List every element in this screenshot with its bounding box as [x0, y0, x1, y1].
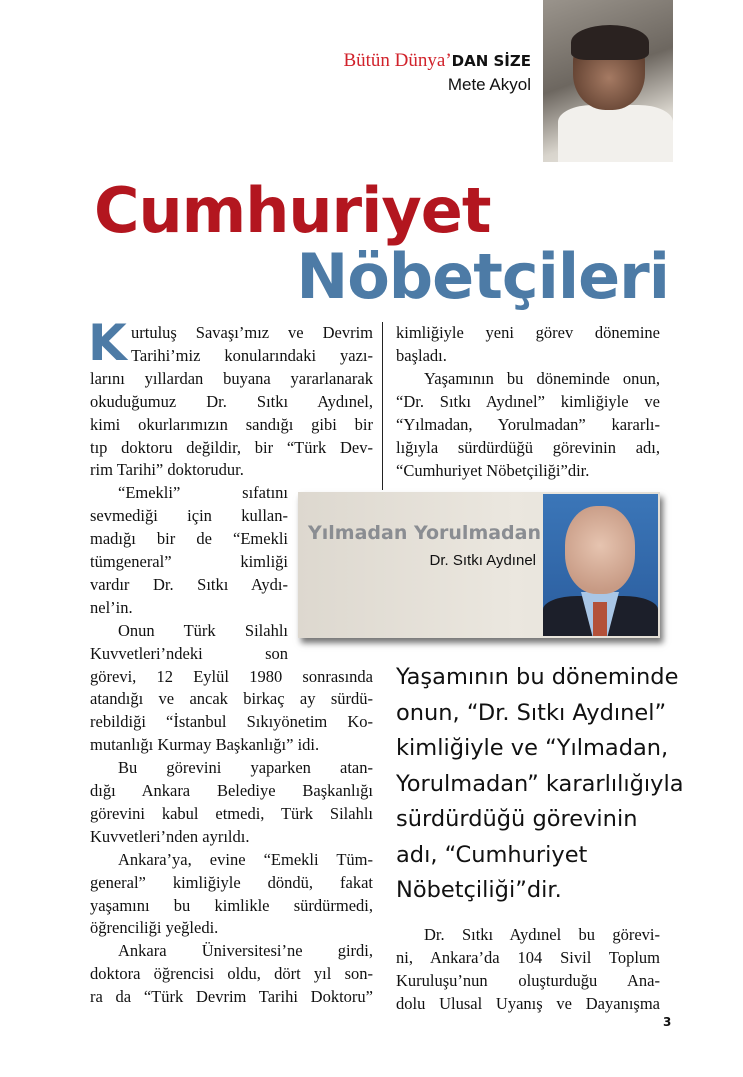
text-line: madığı bir de “Emekli: [90, 529, 288, 549]
text-line: larını yıllardan buyana yararlanarak: [90, 368, 373, 388]
pull-quote-line: adı, “Cumhuriyet: [396, 841, 588, 868]
subject-photo: [543, 494, 658, 636]
text-line: rebildiği “İstanbul Sıkıyönetim Ko-: [90, 712, 373, 732]
text-line: Ankara Üniversitesi’ne girdi,: [118, 941, 373, 961]
text-line: Dr. Sıtkı Aydınel bu görevi-: [424, 925, 660, 944]
text-line: Kuvvetleri’ndeki son: [90, 643, 288, 663]
text-line: “Emekli” sıfatını: [118, 483, 288, 503]
text-line: Onun Türk Silahlı: [118, 620, 288, 640]
title-line-2: Nöbetçileri: [296, 240, 669, 313]
pull-quote-line: kimliğiyle ve “Yılmadan,: [396, 735, 669, 761]
text-line: ra da “Türk Devrim Tarihi Doktoru”: [90, 987, 373, 1007]
text-line: görevini kabul etmedi, Türk Silahlı: [90, 803, 373, 823]
text-line: kimliğiyle yeni görev dönemine: [396, 323, 660, 342]
photo-box-title: Yılmadan Yorulmadan: [308, 522, 542, 544]
text-line: yaşamını bu kimlikle sürdürmedi,: [90, 895, 373, 915]
text-line: öğrenciliği yeğledi.: [90, 918, 219, 938]
text-line: vardır Dr. Sıtkı Aydı-: [90, 574, 288, 594]
text-line: doktora öğrencisi oldu, dört yıl son-: [90, 964, 373, 984]
pull-quote-line: sürdürdüğü görevinin: [396, 806, 638, 832]
column-kicker: [343, 50, 531, 72]
text-line: lığıyla sürdürdüğü görevinin adı,: [396, 438, 660, 457]
text-line: tıp doktoru değildir, bir “Türk Dev-: [90, 437, 373, 457]
text-line: dığı Ankara Belediye Başkanlığı: [90, 781, 373, 800]
text-line: okuduğumuz Dr. Sıtkı Aydınel,: [90, 391, 373, 411]
title-line-1: Cumhuriyet: [94, 174, 491, 247]
text-line: “Yılmadan, Yorulmadan” kararlı-: [396, 415, 660, 434]
text-line: mutanlığı Kurmay Başkanlığı” idi.: [90, 735, 320, 755]
text-line: urtuluş Savaşı’mız ve Devrim: [131, 323, 373, 342]
drop-cap: K: [88, 314, 127, 372]
pull-quote-line: Nöbetçiliği”dir.: [396, 877, 562, 903]
text-line: ni, Ankara’da 104 Sivil Toplum: [396, 947, 660, 967]
kicker-apostrophe: ’: [445, 50, 452, 71]
text-line: başladı.: [396, 346, 447, 365]
text-line: rim Tarihi” doktorudur.: [90, 460, 244, 480]
text-line: Kuruluşu’nun oluşturduğu Ana-: [396, 970, 660, 990]
text-line: general” kimliğiyle döndü, fakat: [90, 872, 373, 892]
text-line: “Dr. Sıtkı Aydınel” kimliğiyle ve: [396, 392, 660, 411]
text-line: nel’in.: [90, 597, 133, 617]
text-line: Ankara’ya, evine “Emekli Tüm-: [118, 849, 373, 869]
pull-quote-line: onun, “Dr. Sıtkı Aydınel”: [396, 699, 667, 726]
text-line: atandığı ve ancak birkaç ay sürdü-: [90, 689, 373, 709]
text-line: görevi, 12 Eylül 1980 sonrasında: [90, 666, 373, 686]
text-line: “Cumhuriyet Nöbetçiliği”dir.: [396, 461, 590, 480]
photo-box: [298, 492, 660, 638]
page-number: 3: [663, 1015, 672, 1029]
text-line: Yaşamının bu döneminde onun,: [424, 369, 660, 388]
text-line: sevmediği için kullan-: [90, 506, 288, 526]
text-line: Bu görevini yaparken atan-: [118, 758, 373, 778]
text-line: dolu Ulusal Uyanış ve Dayanışma: [396, 993, 660, 1013]
kicker-red: Bütün Dünya: [343, 50, 446, 71]
kicker-black: DAN SİZE: [451, 52, 531, 70]
author-photo: [543, 0, 673, 162]
column-divider: [382, 322, 383, 490]
text-line: Kuvvetleri’nden ayrıldı.: [90, 826, 250, 846]
author-name: Mete Akyol: [447, 75, 531, 94]
pull-quote-line: Yorulmadan” kararlılığıyla: [396, 770, 684, 797]
text-line: Tarihi’miz konularındaki yazı-: [131, 345, 373, 365]
photo-box-subtitle: Dr. Sıtkı Aydınel: [429, 552, 536, 569]
text-line: kimi okurlarımızın sandığı gibi bir: [90, 414, 373, 434]
text-line: tümgeneral” kimliği: [90, 552, 288, 571]
pull-quote-line: Yaşamının bu döneminde: [396, 664, 679, 690]
